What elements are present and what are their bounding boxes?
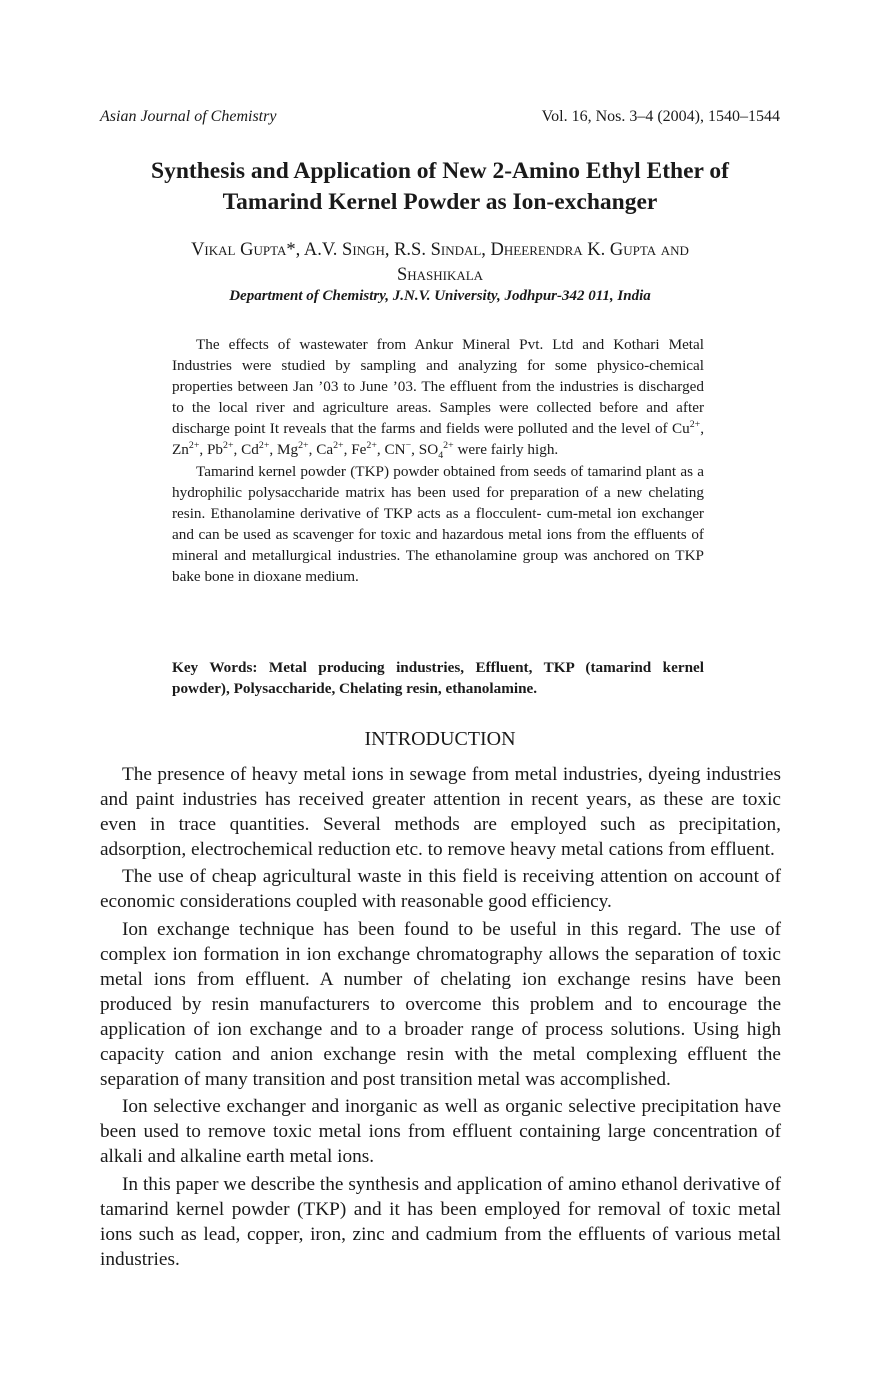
intro-paragraph-3: Ion exchange technique has been found to be useful in this regard. The use of complex ion formation in ion exchange chromatography allows the separation of toxic metal ions from effluent. A number of chelating ion exchange resins have been produced by resin manufacturers to overcome this problem and to encourage the application of ion exchange and to a broader range of process solutions. Using high capacity cation and anion exchange resin with the metal complexing effluent the separation of many transition and post transition metal was accomplished. [100, 918, 781, 1091]
journal-name: Asian Journal of Chemistry [100, 108, 277, 125]
volume-info: Vol. 16, Nos. 3–4 (2004), 1540–1544 [541, 108, 780, 125]
affiliation: Department of Chemistry, J.N.V. University, Jodhpur-342 011, India [229, 288, 651, 304]
author-list [110, 238, 770, 288]
abstract-p1-text: The effects of wastewater from Ankur Mineral Pvt. Ltd and Kothari Metal Industries were studied by sampling and analyzing for some physico-chemical properties between Jan ’03 to June ’03. The effluent from the industries is discharged to the local river and agriculture areas. Samples were collected before and after discharge point It reveals that the farms and fields were polluted and the level of [172, 336, 704, 438]
abstract [172, 334, 704, 587]
abstract-paragraph-1: The effects of wastewater from Ankur Mineral Pvt. Ltd and Kothari Metal Industries were studied by sampling and analyzing for some physico-chemical properties between Jan ’03 to June ’03. The effluent from the industries is discharged to the local river and agriculture areas. Samples were collected before and after discharge point It reveals that the farms and fields were polluted and the level of $Cu^{2+}$, $Zn^{2+}$, $Pb^{2+}$, $Cd^{2+}$, $Mg^{2+}$, $Ca^{2+}$, $Fe^{2+}$, CN−, $SO_4^{2+}$ were fairly high. [172, 336, 704, 462]
intro-paragraph-5: In this paper we describe the synthesis and application of amino ethanol derivative of tamarind kernel powder (TKP) and it has been employed for removal of toxic metal ions such as lead, copper, iron, zinc and cadmium from the effluents of various metal industries. [100, 1173, 781, 1270]
title-line-1: Synthesis and Application of New 2-Amino Ethyl Ether of [151, 158, 729, 184]
abstract-p1-end: were fairly high. [453, 441, 559, 459]
intro-paragraph-2: The use of cheap agricultural waste in this field is receiving attention on account of economic considerations coupled with reasonable good efficiency. [100, 866, 781, 913]
abstract-paragraph-2: Tamarind kernel powder (TKP) powder obtained from seeds of tamarind plant as a hydrophilic polysaccharide matrix has been used for preparation of a new chelating resin. Ethanolamine derivative of TKP acts as a flocculent- cum-metal ion exchanger and can be used as scavenger for toxic and hazardous metal ions from the effluents of mineral and metallurgical industries. The ethanolamine group was anchored on TKP bake bone in dioxane medium. [172, 462, 704, 586]
authors-line-1: Vikal Gupta*, A.V. Singh, R.S. Sindal, Dheerendra K. Gupta and [191, 240, 689, 260]
intro-paragraph-4: Ion selective exchanger and inorganic as well as organic selective precipitation have been used to remove toxic metal ions from effluent containing large concentration of alkali and alkaline earth metal ions. [100, 1096, 781, 1168]
keywords: Key Words: Metal producing industries, Effluent, TKP (tamarind kernel powder), Polysaccharide, Chelating resin, ethanolamine. [172, 659, 704, 697]
title-line-2: Tamarind Kernel Powder as Ion-exchanger [222, 189, 658, 215]
paper-title [100, 156, 780, 218]
section-heading-introduction: INTRODUCTION [364, 728, 516, 750]
introduction-body [100, 762, 781, 1274]
authors-line-2: Shashikala [396, 265, 484, 285]
intro-paragraph-1: The presence of heavy metal ions in sewage from metal industries, dyeing industries and paint industries has received greater attention in recent years, as these are toxic even in trace quantities. Several methods are employed such as precipitation, adsorption, electrochemical reduction etc. to remove heavy metal cations from effluent. [100, 764, 781, 861]
